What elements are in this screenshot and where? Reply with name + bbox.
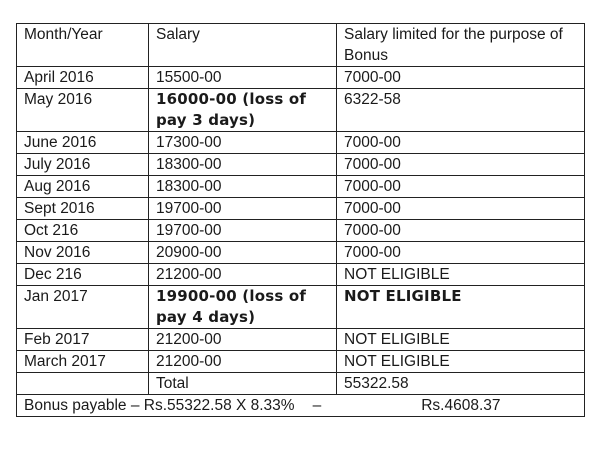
cell-month: Nov 2016 (17, 242, 149, 264)
cell-salary: 17300-00 (149, 132, 337, 154)
cell-month: Dec 216 (17, 264, 149, 286)
table-row (17, 132, 585, 154)
cell-month: July 2016 (17, 154, 149, 176)
table-row (17, 220, 585, 242)
cell-salary: 21200-00 (149, 329, 337, 351)
cell-salary: 18300-00 (149, 154, 337, 176)
cell-empty (17, 373, 149, 395)
bonus-row (17, 395, 585, 417)
header-month-year: Month/Year (17, 24, 149, 67)
cell-salary: 20900-00 (149, 242, 337, 264)
cell-salary: 21200-00 (149, 351, 337, 373)
cell-limited: 7000-00 (337, 220, 585, 242)
cell-month: Aug 2016 (17, 176, 149, 198)
cell-salary: 19700-00 (149, 198, 337, 220)
cell-month: Jan 2017 (17, 286, 149, 329)
cell-month: April 2016 (17, 67, 149, 89)
cell-month: Oct 216 (17, 220, 149, 242)
table-row (17, 198, 585, 220)
cell-limited: 7000-00 (337, 176, 585, 198)
cell-salary: 18300-00 (149, 176, 337, 198)
table-header-row (17, 24, 585, 67)
bonus-salary-table (16, 23, 585, 417)
cell-salary: 15500-00 (149, 67, 337, 89)
header-salary-limited: Salary limited for the purpose of Bonus (337, 24, 585, 67)
cell-month: Feb 2017 (17, 329, 149, 351)
table-row (17, 154, 585, 176)
cell-salary: 19700-00 (149, 220, 337, 242)
cell-limited: 7000-00 (337, 154, 585, 176)
cell-limited: 7000-00 (337, 132, 585, 154)
bonus-payable-cell (17, 395, 585, 417)
cell-limited: 7000-00 (337, 242, 585, 264)
table-row (17, 242, 585, 264)
cell-salary: 16000-00 (loss of pay 3 days) (149, 89, 337, 132)
table-row (17, 89, 585, 132)
cell-limited: 6322-58 (337, 89, 585, 132)
table-row (17, 264, 585, 286)
cell-limited: NOT ELIGIBLE (337, 351, 585, 373)
table-row (17, 329, 585, 351)
total-value: 55322.58 (337, 373, 585, 395)
bonus-label: Bonus payable – Rs.55322.58 X 8.33% (24, 397, 295, 414)
cell-limited: 7000-00 (337, 67, 585, 89)
table-row (17, 286, 585, 329)
cell-month: June 2016 (17, 132, 149, 154)
cell-month: May 2016 (17, 89, 149, 132)
header-salary: Salary (149, 24, 337, 67)
total-label: Total (149, 373, 337, 395)
total-row (17, 373, 585, 395)
table-row (17, 351, 585, 373)
table-row (17, 176, 585, 198)
cell-month: Sept 2016 (17, 198, 149, 220)
bonus-amount: Rs.4608.37 (421, 397, 501, 414)
cell-month: March 2017 (17, 351, 149, 373)
cell-salary: 21200-00 (149, 264, 337, 286)
cell-limited: NOT ELIGIBLE (337, 329, 585, 351)
table-row (17, 67, 585, 89)
cell-limited: NOT ELIGIBLE (337, 286, 585, 329)
cell-limited: 7000-00 (337, 198, 585, 220)
cell-salary: 19900-00 (loss of pay 4 days) (149, 286, 337, 329)
cell-limited: NOT ELIGIBLE (337, 264, 585, 286)
bonus-dash: – (312, 397, 322, 414)
